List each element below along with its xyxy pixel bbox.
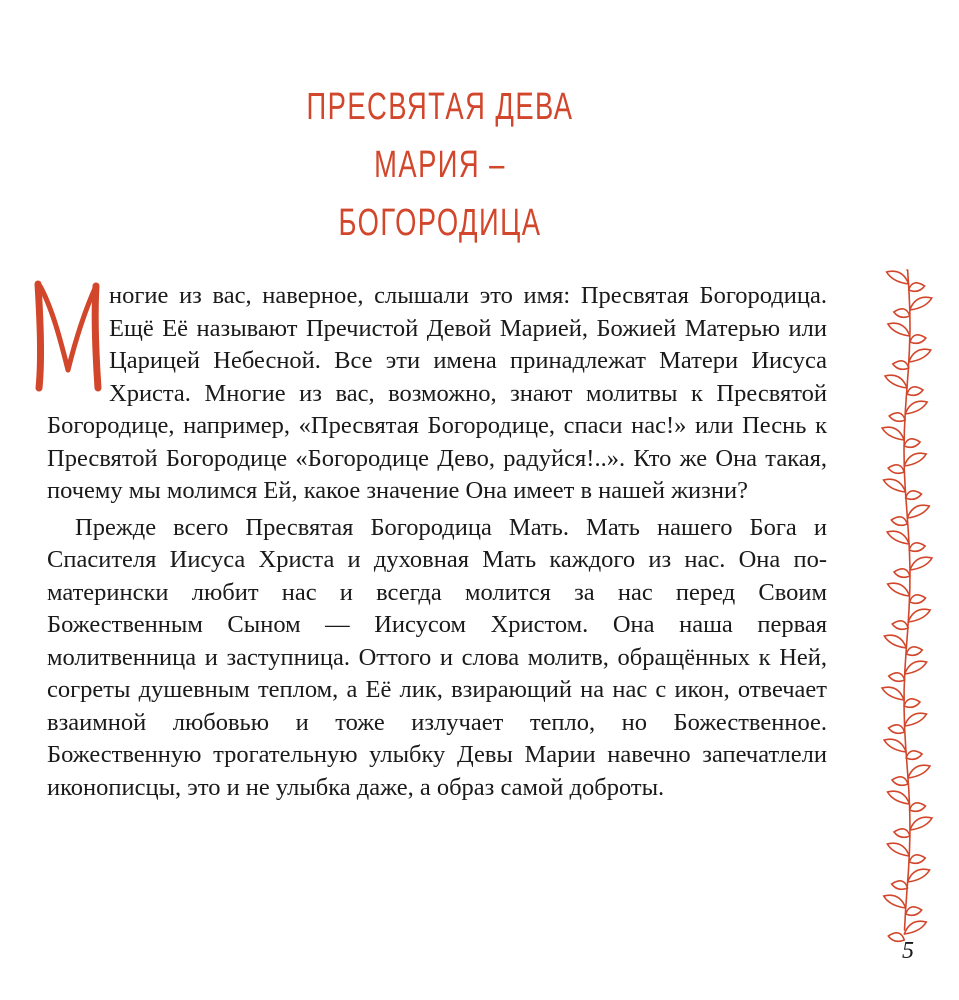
floral-vine-border-icon <box>872 262 942 952</box>
paragraph-1-text: ногие из вас, наверное, слышали это имя: Пресвятая Богородица. Ещё Её называют Пречистой Девой Марией, Божией Матерью или Царицей Небесной. Все эти имена принадлежат Матери Иисуса Христа. Многие из вас, возможно, знают молитвы к Пресвятой Богородице, например, «Пресвятая Богородице, спаси нас!» или Песнь к Пресвятой Богородице «Богородице Дево, радуйся!..». Кто же Она такая, почему мы молимся Ей, какое значение Она имеет в нашей жизни? <box>47 282 827 504</box>
article-body <box>47 280 827 804</box>
dropcap-spacer <box>47 276 109 394</box>
paragraph-2: Прежде всего Пресвятая Богородица Мать. Мать нашего Бога и Спасителя Иисуса Христа и духовная Мать каждого из нас. Она по-матерински любит нас и всегда молится за нас перед Своим Божественным Сыном — Иисусом Христом. Она наша первая молитвенница и заступница. Оттого и слова молитв, обращённых к Ней, согреты душевным теплом, а Её лик, взирающий на нас с икон, отвечает взаимной любовью и тоже излучает тепло, но Божественное. Божественную трогательную улыбку Девы Марии навечно запечатлели иконописцы, это и не улыбка даже, а образ самой доброты. <box>47 513 827 801</box>
page-title <box>253 78 627 252</box>
page-number: 5 <box>902 938 914 964</box>
page-title-line-1: ПРЕСВЯТАЯ ДЕВА МАРИЯ – <box>306 86 574 186</box>
page-title-line-2: БОГОРОДИЦА <box>338 202 542 244</box>
paragraph-1 <box>47 280 827 508</box>
